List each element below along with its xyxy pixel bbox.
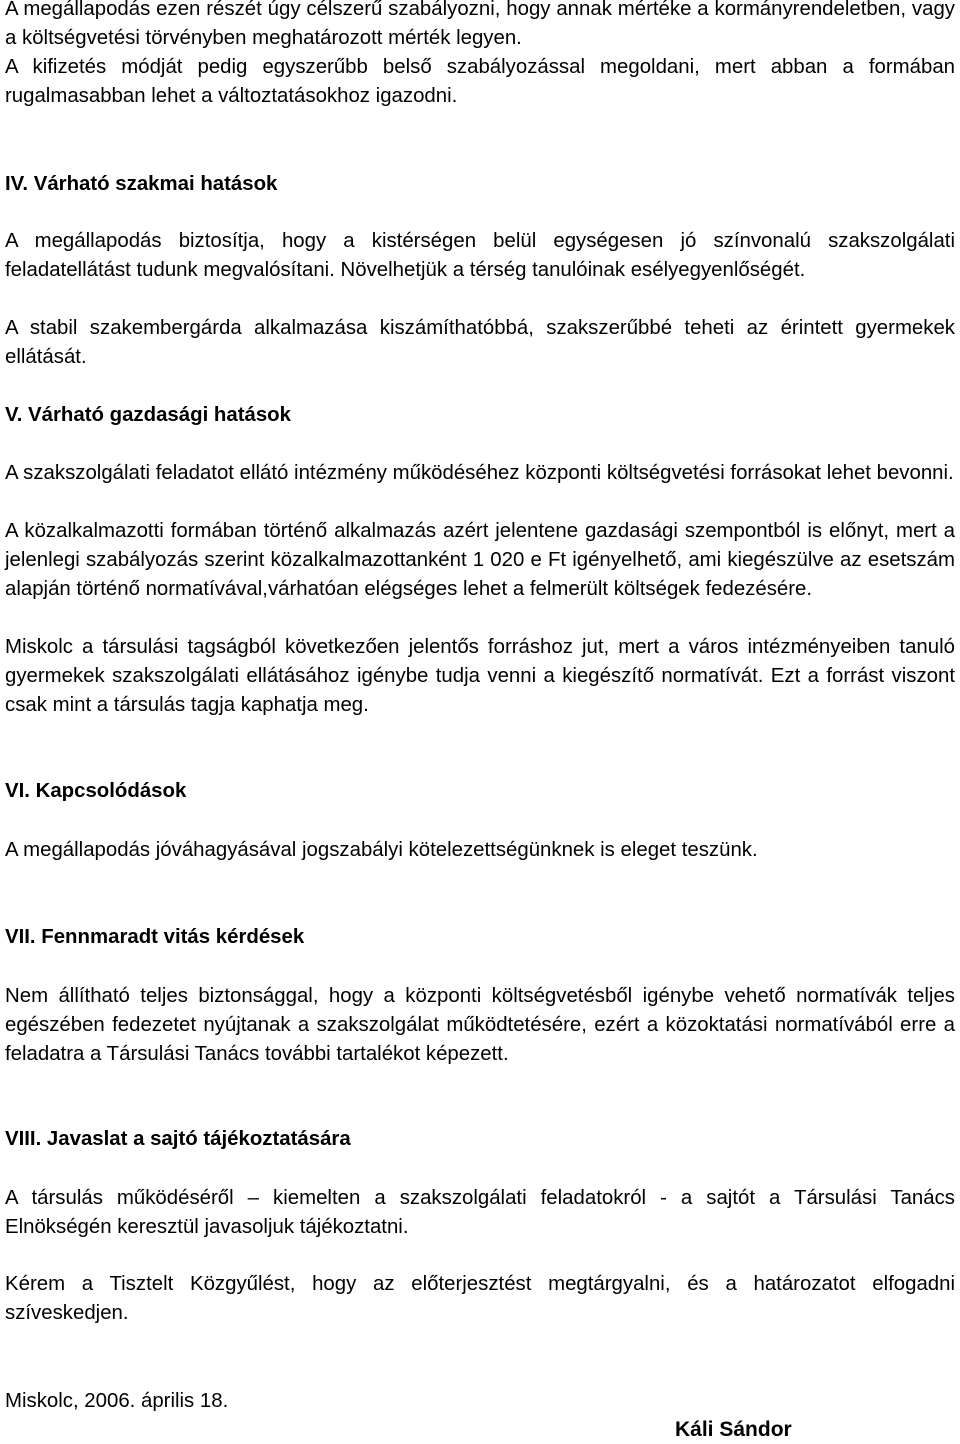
section-5-heading: V. Várható gazdasági hatások: [5, 404, 291, 426]
section-6-paragraph-1: A megállapodás jóváhagyásával jogszabályi kötelezettségünknek is eleget teszünk.: [5, 839, 758, 861]
section-7-paragraph-1: Nem állítható teljes biztonsággal, hogy a központi költségvetésből igénybe vehető normatívák teljes egészében fedezetet nyújtanak a szakszolgálat működtetésére, ezért a közoktatási normatívából erre a feladatra a Társulási Tanács további tartalékot képezett.: [5, 985, 955, 1065]
section-4-paragraph-1: A megállapodás biztosítja, hogy a kistérségen belül egységesen jó színvonalú szakszolgálati feladatellátást tudunk megvalósítani. Növelhetjük a térség tanulóinak esélyegyenlőségét.: [5, 230, 955, 281]
section-4-heading: IV. Várható szakmai hatások: [5, 173, 278, 195]
signature-name: Káli Sándor: [675, 1418, 792, 1441]
section-8-heading: VIII. Javaslat a sajtó tájékoztatására: [5, 1128, 351, 1150]
section-5-paragraph-2: A közalkalmazotti formában történő alkalmazás azért jelentene gazdasági szempontból is előnyt, mert a jelenlegi szabályozás szerint közalkalmazottanként 1 020 e Ft igényelhető, ami kiegészülve az esetszám alapján történő normatívával,várhatóan elégséges lehet a felmerült költségek fedezésére.: [5, 520, 955, 600]
section-8-paragraph-1: A társulás működéséről – kiemelten a szakszolgálati feladatokról - a sajtót a Társulási Tanács Elnökségén keresztül javasoljuk tájékoztatni.: [5, 1187, 955, 1238]
section-5-paragraph-3: Miskolc a társulási tagságból következően jelentős forráshoz jut, mert a város intézményeiben tanuló gyermekek szakszolgálati ellátásához igénybe tudja venni a kiegészítő normatívát. Ezt a forrást viszont csak mint a társulás tagja kaphatja meg.: [5, 636, 955, 716]
intro-paragraph-2: A kifizetés módját pedig egyszerűbb belső szabályozással megoldani, mert abban a formában rugalmasabban lehet a változtatásokhoz igazodni.: [5, 56, 955, 107]
section-6-heading: VI. Kapcsolódások: [5, 780, 187, 802]
intro-paragraph-1: A megállapodás ezen részét úgy célszerű szabályozni, hogy annak mértéke a kormányrendeletben, vagy a költségvetési törvényben meghatározott mérték legyen.: [5, 0, 955, 49]
place-date: Miskolc, 2006. április 18.: [5, 1390, 229, 1412]
closing-request: Kérem a Tisztelt Közgyűlést, hogy az előterjesztést megtárgyalni, és a határozatot elfogadni szíveskedjen.: [5, 1273, 955, 1324]
section-5-paragraph-1: A szakszolgálati feladatot ellátó intézmény működéséhez központi költségvetési forrásokat lehet bevonni.: [5, 462, 954, 484]
section-7-heading: VII. Fennmaradt vitás kérdések: [5, 926, 305, 948]
section-4-paragraph-2: A stabil szakembergárda alkalmazása kiszámíthatóbbá, szakszerűbbé teheti az érintett gyermekek ellátását.: [5, 317, 955, 368]
